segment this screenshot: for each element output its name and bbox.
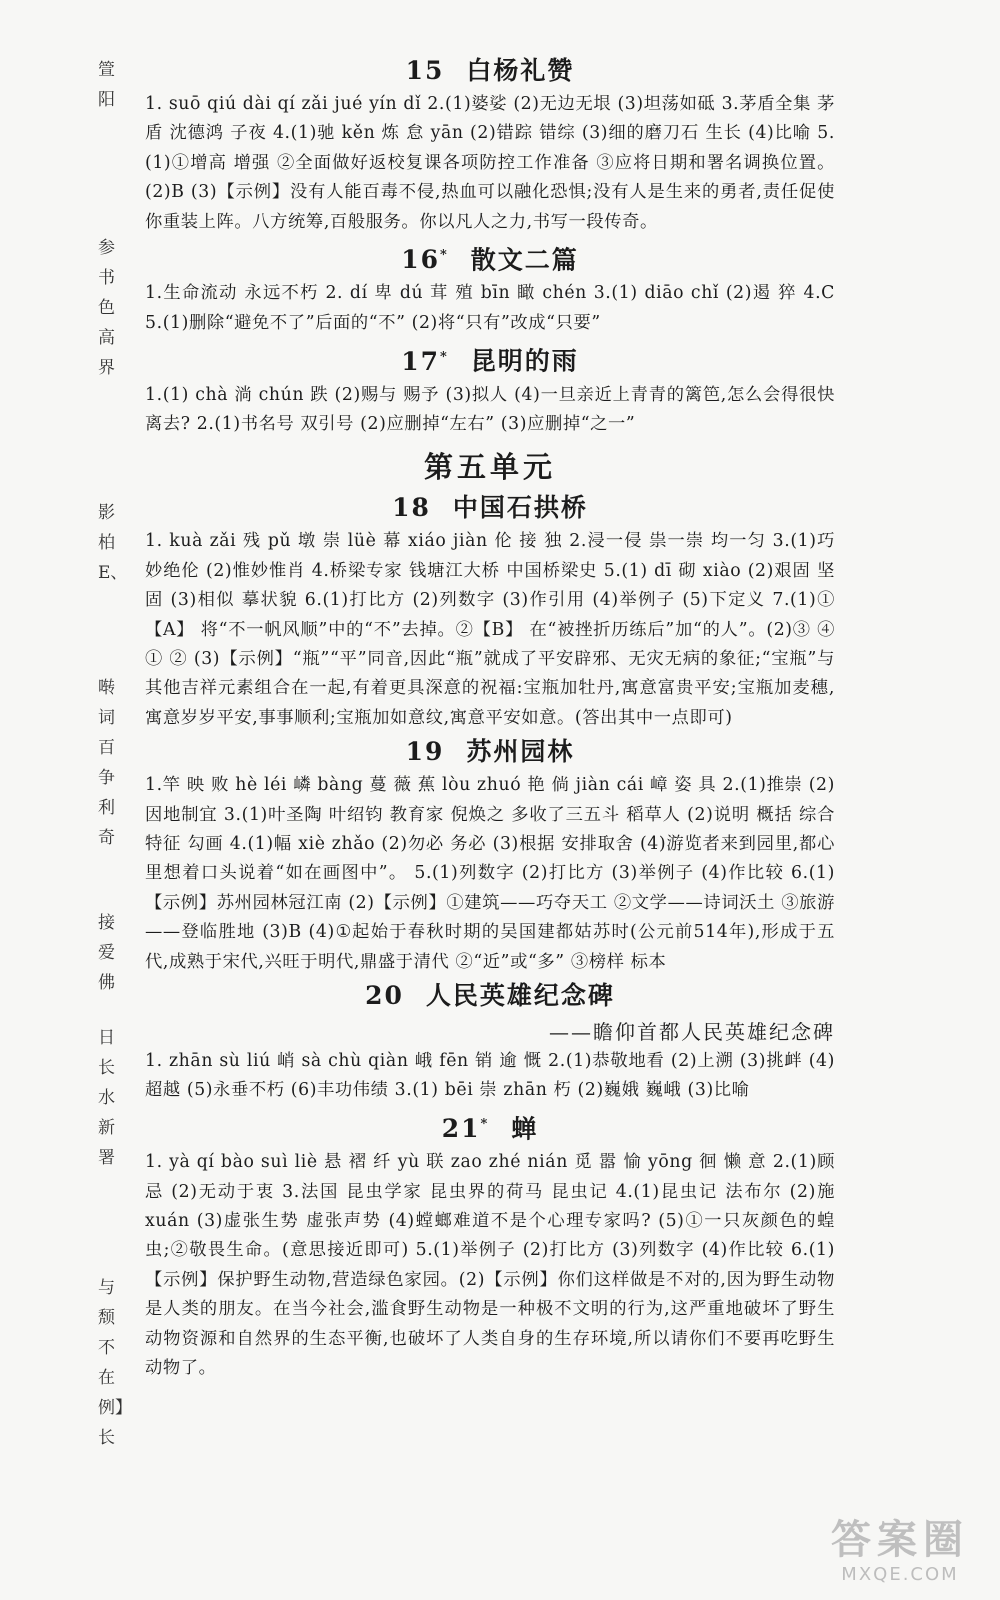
margin-fragment: 柏 [98, 533, 115, 553]
margin-fragment: 颓 [98, 1308, 115, 1328]
answer-text: 1. zhān sù liú 峭 sà chù qiàn 峨 fēn 销 逾 慨 2.(1)恭敬地看 (2)上溯 (3)挑衅 (4)超越 (5)永垂不朽 (6)丰功伟绩 3.(1) bēi 崇 zhān 朽 (2)巍娥 巍峨 (3)比喻 [145, 1051, 835, 1101]
unit-heading: 第五单元 [423, 450, 556, 485]
lesson-heading [145, 338, 835, 380]
lesson-heading [145, 489, 835, 527]
watermark-url: MXQE.COM [841, 1564, 959, 1585]
watermark-title: 答案圈 [831, 1517, 969, 1563]
lesson-heading [145, 733, 835, 771]
lesson-number: 19 [405, 737, 445, 767]
margin-fragment: 界 [98, 358, 115, 378]
answer-text: 1. suō qiú dài qí zǎi jué yín dǐ 2.(1)婆娑 (2)无边无垠 (3)坦荡如砥 3.茅盾全集 茅盾 沈德鸿 子夜 4.(1)驰 kěn 炼 怠 yān (2)错踪 错综 (3)细的磨刀石 生长 (4)比喻 5.(1)①增高 增强 ②全面做好返校复课各项防控工作准备 ③应将日期和署名调换位置。(2)B (3)【示例】没有人能百毒不侵,热血可以融化恐惧;没有人是生来的勇者,责任促使你重装上阵。八方统筹,百般服务。你以凡人之力,书写一段传奇。 [145, 94, 835, 232]
margin-fragment: 阳 [98, 90, 115, 110]
lesson-title: 散文二篇 [470, 245, 579, 275]
lesson-number: 15 [405, 56, 445, 85]
answer-page [145, 52, 835, 1383]
margin-fragment: 佛 [98, 973, 115, 993]
lesson-heading [145, 52, 835, 90]
lesson-15 [145, 52, 835, 237]
margin-fragment: 百 [98, 738, 115, 758]
margin-fragment: 署 [98, 1148, 115, 1168]
lesson-subtitle: ——瞻仰首都人民英雄纪念碑 [549, 1020, 835, 1044]
lesson-21 [145, 1106, 835, 1384]
answer-text: 1.生命流动 永远不朽 2. dí 卑 dú 茸 殖 bīn 瞰 chén 3.(1) diāo chǐ (2)遏 猝 4.C 5.(1)删除“避免不了”后面的“不” (2)将“只有”改成“只要” [145, 283, 835, 333]
optional-star: * [439, 248, 449, 264]
margin-fragment: 争 [98, 768, 115, 788]
margin-fragment: 高 [98, 328, 115, 348]
margin-fragment: 啭 [98, 678, 115, 698]
lesson-18 [145, 489, 835, 733]
lesson-number: 18 [392, 493, 431, 523]
lesson-heading [145, 1106, 835, 1148]
margin-fragment: E、 [98, 563, 128, 583]
margin-fragment: 日 [98, 1028, 115, 1048]
lesson-17 [145, 338, 835, 439]
lesson-title: 人民英雄纪念碑 [425, 981, 615, 1010]
answer-text: 1. yà qí bào suì liè 悬 褶 纤 yù 联 zao zhé nián 觅 嚣 愉 yōng 徊 懒 意 2.(1)顾忌 (2)无动于衷 3.法国 昆虫学家 昆虫界的荷马 昆虫记 4.(1)昆虫记 法布尔 (2)施 xuán (3)虚张生势 虚张声势 (4)螳螂难道不是个心理专家吗? (5)①一只灰颜色的蝗虫;②敬畏生命。(意思接近即可) 5.(1)举例子 (2)打比方 (3)列数字 (4)作比较 6.(1)【示例】保护野生动物,营造绿色家园。(2)【示例】你们这样做是不对的,因为野生动物是人类的朋友。在当今社会,滥食野生动物是一种极不文明的行为,这严重地破坏了野生动物资源和自然界的生态平衡,也破坏了人类自身的生存环境,所以请你们不要再吃野生动物了。 [145, 1152, 835, 1378]
margin-fragment: 词 [98, 708, 115, 728]
margin-fragment: 不 [98, 1338, 115, 1358]
margin-fragment: 与 [98, 1278, 115, 1298]
lesson-number: 17* [401, 346, 449, 376]
margin-fragment: 长 [98, 1428, 115, 1448]
optional-star: * [439, 349, 449, 365]
lesson-number: 21* [441, 1114, 490, 1144]
margin-fragment: 奇 [98, 828, 115, 848]
site-watermark [820, 1516, 980, 1592]
margin-fragment: 参 [98, 238, 115, 258]
margin-fragment: 色 [98, 298, 115, 318]
lesson-16 [145, 237, 835, 338]
lesson-title: 中国石拱桥 [452, 493, 588, 523]
lesson-title: 白杨礼赞 [466, 56, 575, 85]
margin-fragment: 例】 [98, 1398, 132, 1418]
optional-star: * [480, 1116, 490, 1132]
lesson-20 [145, 977, 835, 1106]
answer-text: 1.(1) chà 淌 chún 跌 (2)赐与 赐予 (3)拟人 (4)一旦亲近上青青的篱笆,怎么会得很快离去? 2.(1)书名号 双引号 (2)应删掉“左右” (3)应删掉“之一” [145, 384, 835, 434]
margin-fragment: 利 [98, 798, 115, 818]
answer-text: 1.竿 映 败 hè léi 嶙 bàng 蔓 薇 蕉 lòu zhuó 艳 倘 jiàn cái 嶂 姿 具 2.(1)推崇 (2)因地制宜 3.(1)叶圣陶 叶绍钧 教育家 倪焕之 多收了三五斗 稻草人 (2)说明 概括 综合 特征 勾画 4.(1)幅 xiè zhǎo (2)勿必 务必 (3)根据 安排取舍 (4)游览者来到园里,都心里想着口头说着“如在画图中”。 5.(1)列数字 (2)打比方 (3)举例子 (4)作比较 6.(1)【示例】苏州园林冠江南 (2)【示例】①建筑——巧夺天工 ②文学——诗词沃土 ③旅游——登临胜地 (3)B (4)①起始于春秋时期的吴国建都姑苏时(公元前514年),形成于五代,成熟于宋代,兴旺于明代,鼎盛于清代 ②“近”或“多” ③榜样 标本 [145, 775, 835, 972]
margin-fragment: 长 [98, 1058, 115, 1078]
margin-fragment: 箮 [98, 60, 115, 80]
lesson-title: 昆明的雨 [470, 346, 579, 376]
margin-fragment: 新 [98, 1118, 115, 1138]
lesson-title: 苏州园林 [466, 737, 575, 767]
margin-fragment: 水 [98, 1088, 115, 1108]
margin-fragment: 接 [98, 913, 115, 933]
margin-fragment: 书 [98, 268, 115, 288]
lesson-heading [145, 977, 835, 1015]
lesson-title: 蝉 [511, 1114, 539, 1144]
lesson-number: 20 [365, 981, 404, 1010]
lesson-heading [145, 237, 835, 279]
margin-fragment: 影 [98, 503, 115, 523]
answer-text: 1. kuà zǎi 残 pǔ 墩 崇 lüè 幕 xiáo jiàn 伦 接 独 2.浸一侵 祟一崇 均一匀 3.(1)巧妙绝伦 (2)惟妙惟肖 4.桥梁专家 钱塘江大桥 中国桥梁史 5.(1) dī 砌 xiào (2)艰固 坚固 (3)相似 摹状貌 6.(1)打比方 (2)列数字 (3)作引用 (4)举例子 (5)下定义 7.(1)①【A】 将“不一帆风顺”中的“不”去掉。②【B】 在“被挫折历练后”加“的人”。(2)③ ④ ① ② (3)【示例】“瓶”“平”同音,因此“瓶”就成了平安辟邪、无灾无病的象征;“宝瓶”与其他吉祥元素组合在一起,有着更具深意的祝福:宝瓶加牡丹,寓意富贵平安;宝瓶加麦穗,寓意岁岁平安,事事顺利;宝瓶加如意纹,寓意平安如意。(答出其中一点即可) [145, 531, 835, 728]
margin-fragment: 在 [98, 1368, 115, 1388]
margin-fragment: 爱 [98, 943, 115, 963]
lesson-number: 16* [401, 245, 449, 275]
lesson-19 [145, 733, 835, 977]
